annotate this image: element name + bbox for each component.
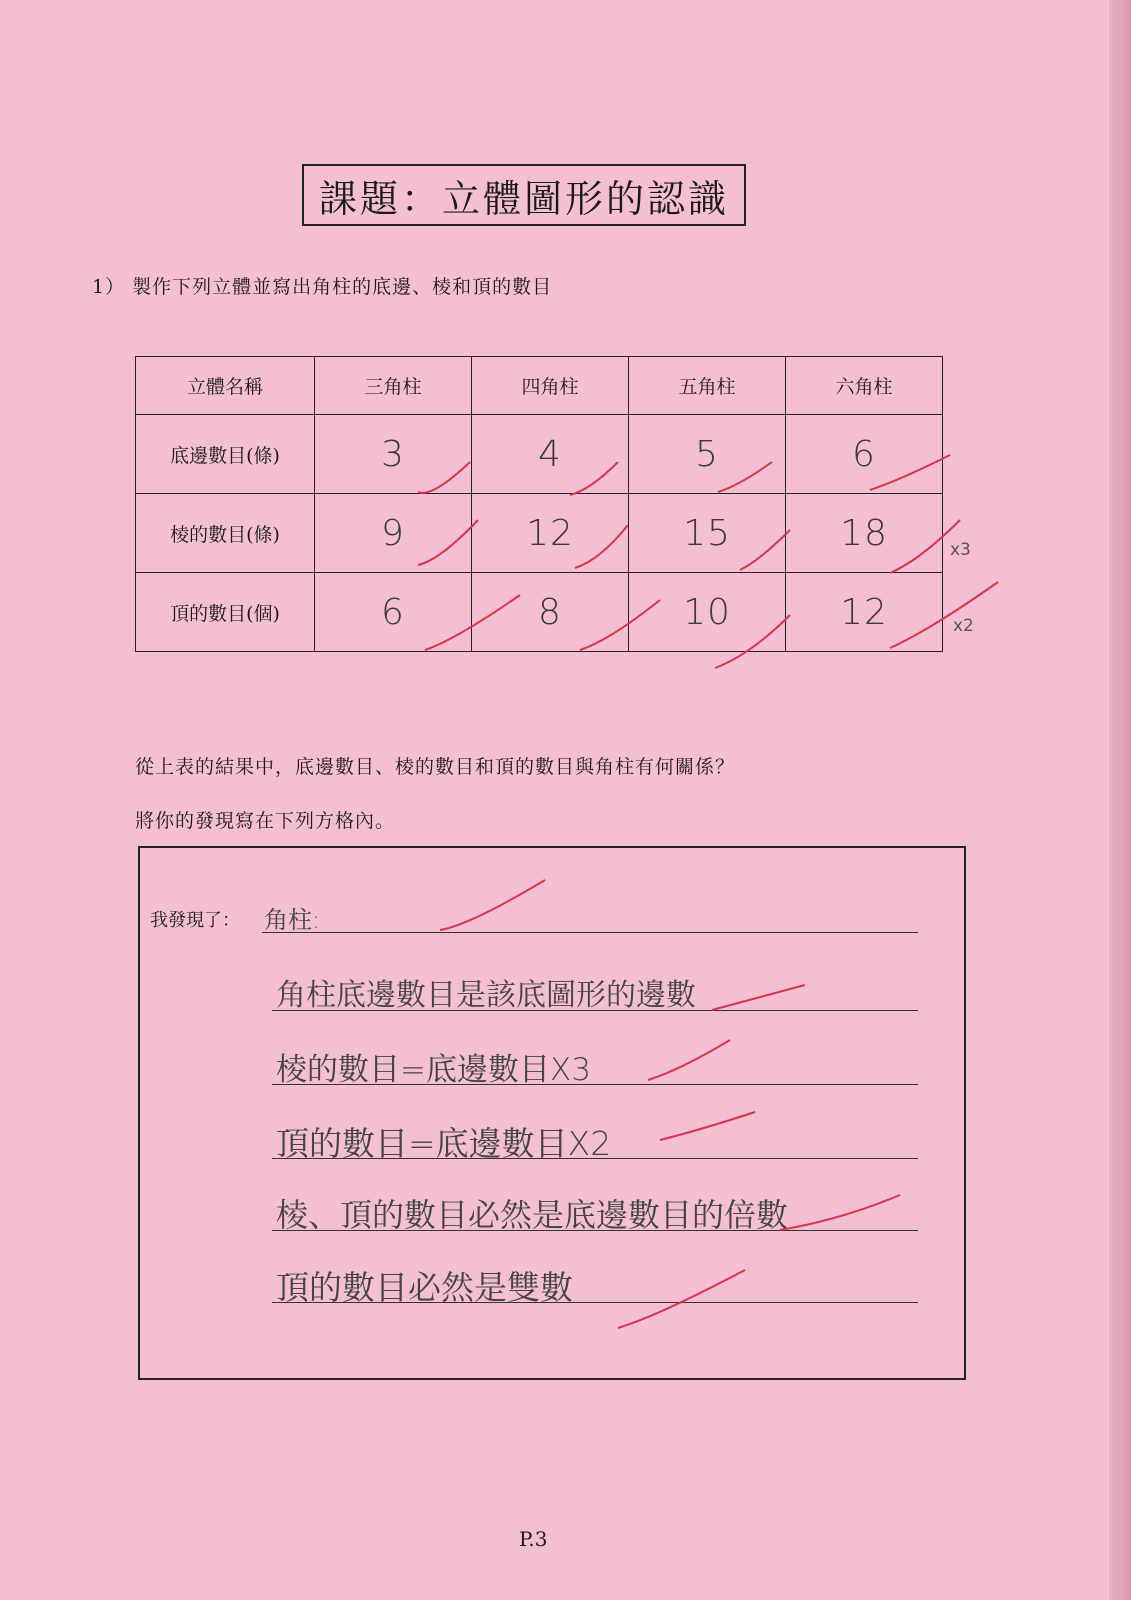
- answer-cell: 6: [315, 573, 472, 652]
- answer-cell: 18: [786, 494, 943, 573]
- header-cell: 立體名稱: [136, 357, 315, 415]
- table-header-row: [136, 357, 943, 415]
- worksheet-title: 課題：立體圖形的認識: [302, 164, 746, 226]
- row-label: 底邊數目(條): [136, 415, 315, 494]
- question-1: 1） 製作下列立體並寫出角柱的底邊、棱和頂的數目: [92, 276, 553, 298]
- answer-text: 頂的數目=底邊數目X2: [276, 1124, 612, 1163]
- answer-text: 棱、頂的數目必然是底邊數目的倍數: [276, 1196, 789, 1234]
- multiplier-note: x3: [950, 540, 971, 560]
- row-label: 棱的數目(條): [136, 494, 315, 573]
- answer-cell: 9: [315, 494, 472, 573]
- table-row: [136, 415, 943, 494]
- answer-cell: 5: [629, 415, 786, 494]
- header-cell: 六角柱: [786, 357, 943, 415]
- relation-instruction: 將你的發現寫在下列方格內。: [135, 810, 396, 832]
- answer-cell: 4: [472, 415, 629, 494]
- relation-question: 從上表的結果中，底邊數目、棱的數目和頂的數目與角柱有何關係？: [135, 756, 736, 778]
- table-row: [136, 573, 943, 652]
- answer-text: 角柱底邊數目是該底圖形的邊數: [276, 978, 696, 1013]
- answer-text: 角柱:: [264, 906, 321, 934]
- answer-cell: 6: [786, 415, 943, 494]
- page-number: P.3: [519, 1527, 548, 1551]
- answer-text: 棱的數目=底邊數目X3: [276, 1052, 591, 1088]
- header-cell: 四角柱: [472, 357, 629, 415]
- answer-label: 我發現了：: [150, 910, 240, 931]
- answer-line: [262, 932, 918, 933]
- answer-cell: 12: [472, 494, 629, 573]
- answer-cell: 3: [315, 415, 472, 494]
- answer-cell: 12: [786, 573, 943, 652]
- table-row: [136, 494, 943, 573]
- row-label: 頂的數目(個): [136, 573, 315, 652]
- answer-cell: 10: [629, 573, 786, 652]
- answer-cell: 15: [629, 494, 786, 573]
- header-cell: 五角柱: [629, 357, 786, 415]
- header-cell: 三角柱: [315, 357, 472, 415]
- page-edge: [1109, 0, 1131, 1600]
- prism-table: [135, 356, 943, 652]
- multiplier-note: x2: [953, 616, 974, 636]
- answer-text: 頂的數目必然是雙數: [276, 1268, 573, 1307]
- answer-cell: 8: [472, 573, 629, 652]
